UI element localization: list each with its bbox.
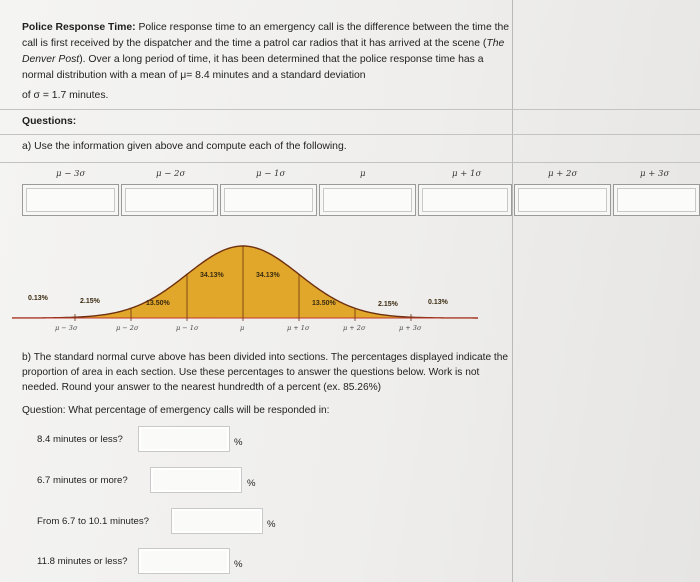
problem-intro <box>22 20 510 84</box>
answer-cell-mu-minus-1sigma[interactable] <box>220 184 317 216</box>
pct-label-1: 0.13% <box>28 295 48 302</box>
percent-sign-1: % <box>234 437 243 448</box>
axis-label-mu: μ <box>240 324 245 332</box>
question-4-label: 11.8 minutes or less? <box>37 556 128 567</box>
questions-heading: Questions: <box>22 116 77 127</box>
intro-source: The Denver Post <box>22 38 505 65</box>
answer-input-4[interactable] <box>138 548 230 574</box>
axis-label-mu-minus-1sigma: μ − 1σ <box>176 324 199 332</box>
curve-area <box>12 246 478 318</box>
problem-title: Police Response Time: <box>22 22 136 33</box>
percent-sign-3: % <box>267 519 276 530</box>
question-3-label: From 6.7 to 10.1 minutes? <box>37 516 149 527</box>
axis-label-mu-minus-2sigma: μ − 2σ <box>116 324 139 332</box>
intro-text-1: Police response time to an emergency call is the difference between the time the call is first received by the dispatcher and the time a patrol car radios that it has arrived at the scene ( <box>22 22 510 49</box>
divider-1 <box>0 109 700 110</box>
answer-input-2[interactable] <box>150 467 242 493</box>
pct-label-8: 0.13% <box>428 299 448 306</box>
answer-cell-mu-plus-1sigma[interactable] <box>418 184 512 216</box>
axis-label-mu-plus-1sigma: μ + 1σ <box>287 324 310 332</box>
header-mu-minus-1sigma: μ − 1σ <box>256 169 286 179</box>
header-mu-plus-2sigma: μ + 2σ <box>548 169 578 179</box>
question-2-label: 6.7 minutes or more? <box>37 475 128 486</box>
pct-label-2: 2.15% <box>80 298 100 305</box>
answer-cell-mu-plus-3sigma[interactable] <box>613 184 700 216</box>
question-1-label: 8.4 minutes or less? <box>37 434 123 445</box>
part-b-instructions: b) The standard normal curve above has been divided into sections. The percentages displayed indicate the proportion of area in each section. Use these percentages to answer the questions below. Work is not needed. Round your answer to the nearest hundredth of a percent (ex. 85.26%) <box>22 352 509 393</box>
intro-text-2: ). Over a long period of time, it has been determined that the police response time has a normal distribution with a mean of μ= 8.4 minutes and a standard deviation <box>22 54 484 81</box>
pct-label-5: 34.13% <box>256 272 280 279</box>
answer-cell-mu-minus-2sigma[interactable] <box>121 184 218 216</box>
answer-input-3[interactable] <box>171 508 263 534</box>
axis-label-mu-plus-2sigma: μ + 2σ <box>343 324 366 332</box>
header-mu-minus-2sigma: μ − 2σ <box>156 169 186 179</box>
answer-cell-mu-plus-2sigma[interactable] <box>514 184 611 216</box>
pct-label-4: 34.13% <box>200 272 224 279</box>
divider-2 <box>0 134 700 135</box>
percent-sign-2: % <box>247 478 256 489</box>
axis-label-mu-plus-3sigma: μ + 3σ <box>399 324 422 332</box>
part-a-instructions: a) Use the information given above and compute each of the following. <box>22 141 347 152</box>
divider-3 <box>0 162 700 163</box>
axis-label-mu-minus-3sigma: μ − 3σ <box>55 324 78 332</box>
answer-cell-mu-minus-3sigma[interactable] <box>22 184 119 216</box>
header-mu-plus-1sigma: μ + 1σ <box>452 169 482 179</box>
pct-label-3: 13.50% <box>146 300 170 307</box>
question-prompt: Question: What percentage of emergency calls will be responded in: <box>22 405 330 416</box>
header-mu-plus-3sigma: μ + 3σ <box>640 169 670 179</box>
pct-label-7: 2.15% <box>378 301 398 308</box>
answer-input-1[interactable] <box>138 426 230 452</box>
pct-label-6: 13.50% <box>312 300 336 307</box>
header-mu: μ <box>360 169 366 179</box>
answer-cell-mu[interactable] <box>319 184 416 216</box>
normal-curve-figure <box>0 226 512 344</box>
percent-sign-4: % <box>234 559 243 570</box>
std-dev-line: of σ = 1.7 minutes. <box>22 90 109 101</box>
header-mu-minus-3sigma: μ − 3σ <box>56 169 86 179</box>
column-divider <box>512 0 513 582</box>
